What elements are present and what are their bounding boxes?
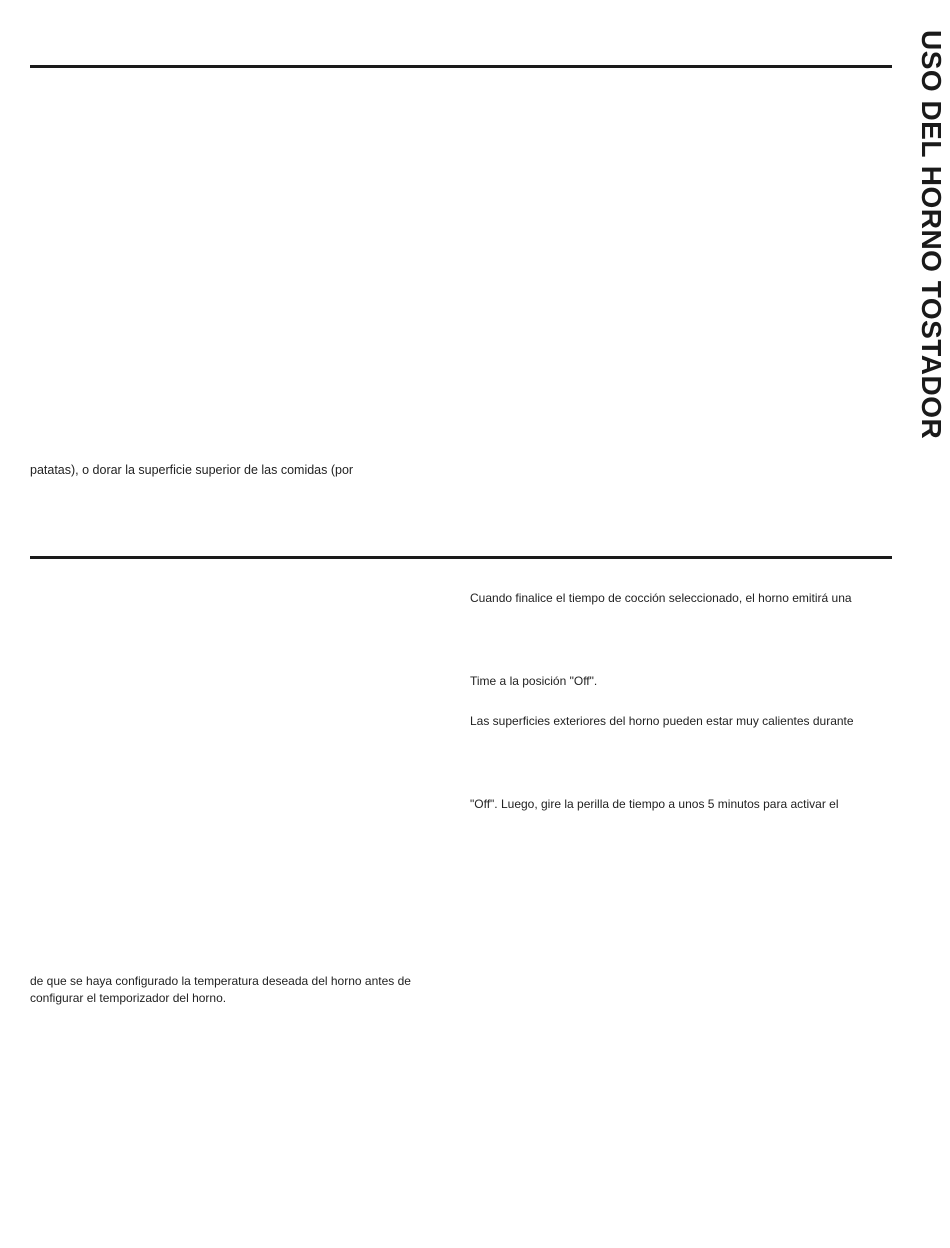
right-column-text-line-1: Cuando finalice el tiempo de cocción seleccionado, el horno emitirá una xyxy=(470,591,852,605)
right-column-text-line-2: Time a la posición "Off". xyxy=(470,674,598,688)
right-column-text-line-4: "Off". Luego, gire la perilla de tiempo a unos 5 minutos para activar el xyxy=(470,797,839,811)
section-side-title: USO DEL HORNO TOSTADOR xyxy=(916,30,947,440)
left-column-paragraph-line-1: de que se haya configurado la temperatura deseada del horno antes de xyxy=(30,974,411,988)
middle-divider-rule xyxy=(30,556,892,559)
left-column-text-line: patatas), o dorar la superficie superior de las comidas (por xyxy=(30,463,354,477)
left-column-paragraph-line-2: configurar el temporizador del horno. xyxy=(30,991,227,1005)
right-column-text-line-3: Las superficies exteriores del horno pueden estar muy calientes durante xyxy=(470,714,854,728)
top-divider-rule xyxy=(30,65,892,68)
